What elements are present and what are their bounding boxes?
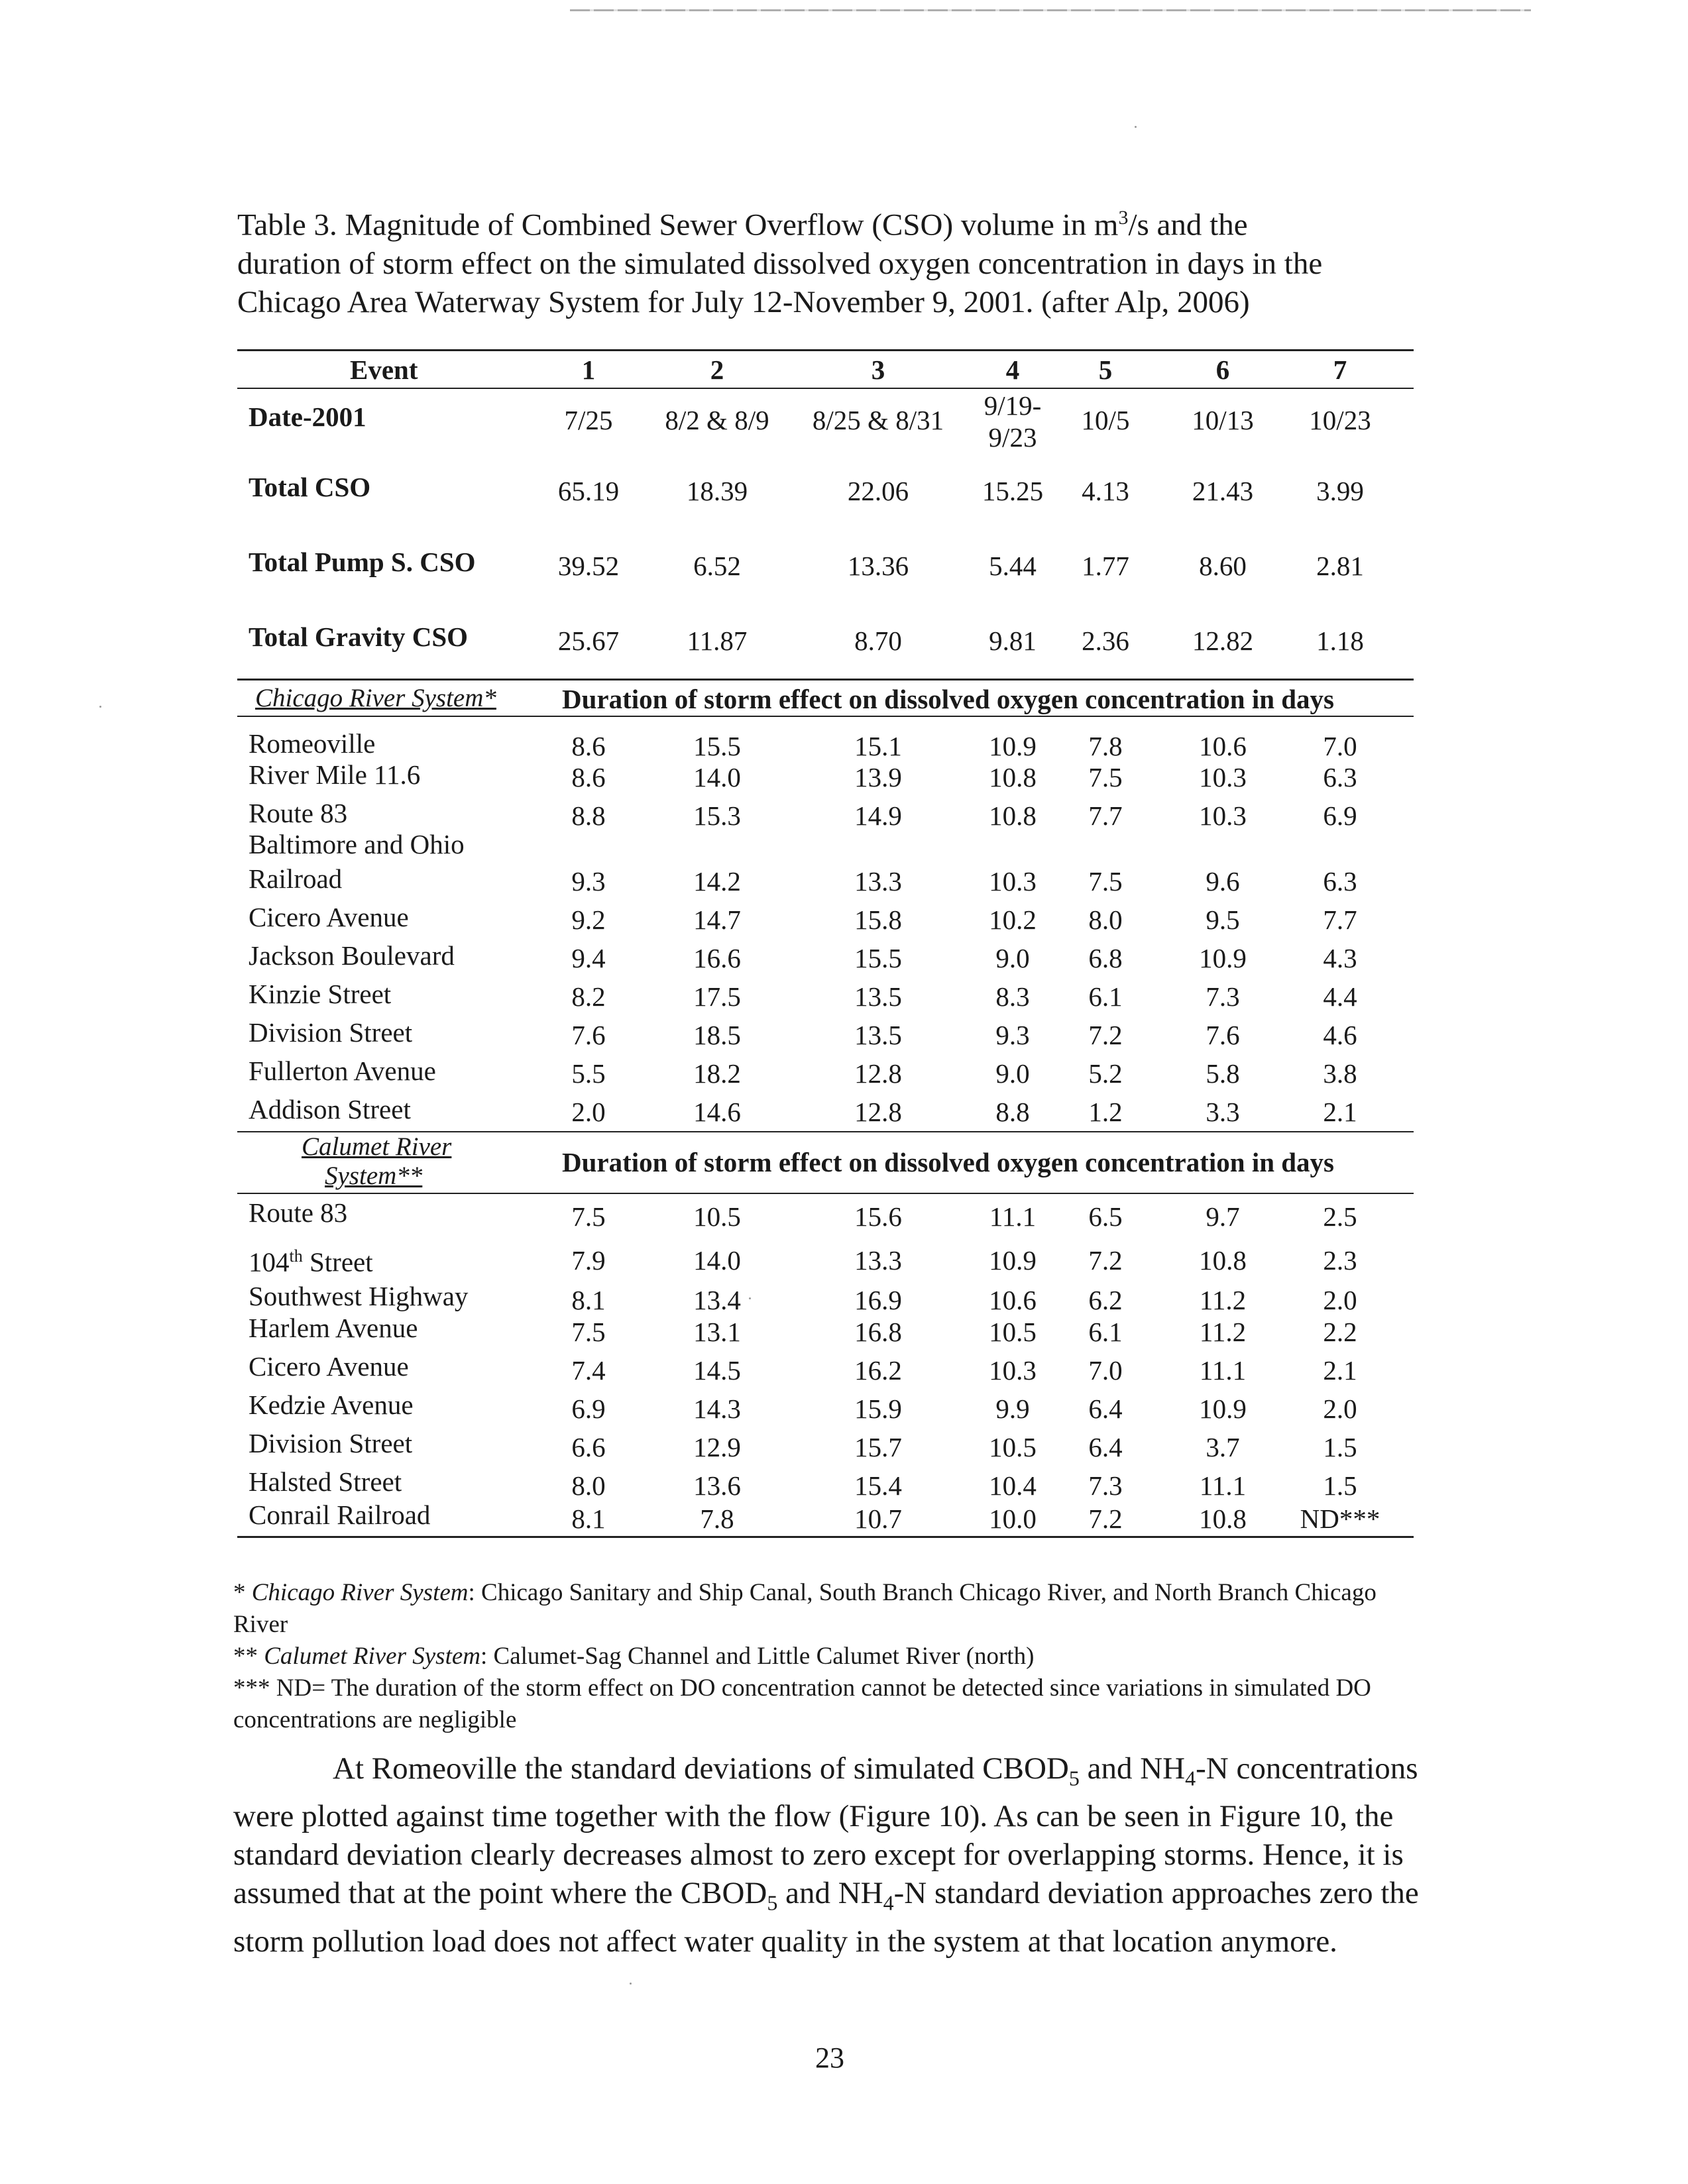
table-cell: 15.5 [693, 731, 741, 761]
row-label [249, 1240, 373, 1278]
text-run: and NH [777, 1876, 883, 1911]
caption-superscript: 3 [1118, 207, 1129, 229]
table-cell: 6.3 [1323, 866, 1357, 897]
row-label: Cicero Avenue [249, 1351, 409, 1382]
table-cell: 11.2 [1199, 1317, 1247, 1347]
table-cell: 15.9 [854, 1393, 902, 1424]
table-cell: 2.36 [1082, 626, 1129, 656]
footnote-chicago-text: : Chicago Sanitary and Ship Canal, South Branch Chicago River, and North Branch Chicago River [233, 1579, 1377, 1638]
date-cell: 8/2 & 8/9 [665, 405, 769, 435]
footnote-chicago-term: Chicago River System [251, 1579, 469, 1606]
footnote-calumet-term: Calumet River System [264, 1643, 480, 1670]
table-cell: 2.81 [1316, 551, 1364, 581]
table-cell: 10.2 [989, 904, 1037, 935]
table-cell: 10.9 [1199, 943, 1247, 973]
footnote-nd: *** ND= The duration of the storm effect on DO concentration cannot be detected since variations in simulated DO concentrations are negligible [233, 1674, 1371, 1733]
table-cell: 3.8 [1323, 1058, 1357, 1089]
subscript: 5 [1068, 1766, 1080, 1790]
table-cell: 65.19 [557, 476, 620, 506]
table-cell: 10.9 [1199, 1393, 1247, 1424]
table-cell: 7.2 [1088, 1245, 1123, 1276]
table-cell: 11.1 [1199, 1470, 1247, 1501]
table-cell: 9.3 [571, 866, 606, 897]
table-cell: 2.5 [1323, 1201, 1357, 1232]
table-cell: 9.7 [1206, 1201, 1240, 1232]
table-cell: 2.1 [1323, 1097, 1357, 1127]
table-cell: 13.5 [854, 981, 902, 1012]
table-footnotes [233, 1577, 1426, 1736]
table-cell: 8.6 [571, 731, 606, 761]
table-cell: 8.0 [1088, 904, 1123, 935]
scan-speck [99, 706, 101, 708]
table-cell: 2.0 [1323, 1285, 1357, 1315]
table-cell: 14.2 [693, 866, 741, 897]
table-cell: 1.5 [1323, 1432, 1357, 1462]
table-cell: 9.9 [995, 1393, 1030, 1424]
table-cell: 7.3 [1206, 981, 1240, 1012]
row-label: Kinzie Street [249, 979, 392, 1009]
table-cell: 7.5 [1088, 762, 1123, 792]
subscript: 4 [1185, 1766, 1196, 1790]
text-run: and NH [1079, 1751, 1186, 1786]
table-cell: 9.0 [995, 1058, 1030, 1089]
table-cell: 9.3 [995, 1020, 1030, 1050]
table-cell: 6.8 [1088, 943, 1123, 973]
table-rule [237, 679, 1414, 681]
table-cell: 10.8 [1199, 1245, 1247, 1276]
table-cell: 21.43 [1192, 476, 1254, 506]
table-rule [237, 388, 1414, 389]
table-cell: 9.2 [571, 904, 606, 935]
table-cell: 15.7 [854, 1432, 902, 1462]
table-cell: 8.3 [995, 981, 1030, 1012]
table-cell: 10.3 [989, 1355, 1037, 1386]
table-cell: 11.1 [1199, 1355, 1247, 1386]
table-cell: 4.3 [1323, 943, 1357, 973]
table-cell: 7.5 [1088, 866, 1123, 897]
table-cell: 7.8 [700, 1503, 734, 1534]
table-cell: 10.5 [989, 1317, 1037, 1347]
table-cell: 8.1 [571, 1285, 606, 1315]
table-cell: 6.9 [571, 1393, 606, 1424]
row-label: Harlem Avenue [249, 1313, 418, 1343]
table-cell: 17.5 [693, 981, 741, 1012]
table-cell: 2.1 [1323, 1355, 1357, 1386]
table-cell: 16.9 [854, 1285, 902, 1315]
table-cell: 13.6 [693, 1470, 741, 1501]
table-cell: 8.2 [571, 981, 606, 1012]
row-label: Halsted Street [249, 1466, 402, 1497]
table-cell: 7.7 [1088, 800, 1123, 831]
section-label-calumet: Calumet River [302, 1132, 452, 1161]
label-text: 104 [249, 1246, 290, 1278]
table-cell: 25.67 [557, 626, 620, 656]
header-event-number: 5 [1098, 355, 1113, 385]
table-cell: 10.9 [989, 731, 1037, 761]
section-heading: Duration of storm effect on dissolved oxygen concentration in days [562, 1147, 1335, 1177]
row-label: Southwest Highway [249, 1281, 469, 1311]
table-cell: 7.5 [571, 1317, 606, 1347]
scan-speck [630, 1983, 632, 1985]
header-event-number: 2 [710, 355, 724, 385]
table-cell: 15.8 [854, 904, 902, 935]
date-cell: 10/23 [1309, 405, 1371, 435]
table-rule [237, 1536, 1414, 1538]
caption-line-1: Table 3. Magnitude of Combined Sewer Overflow (CSO) volume in m [237, 207, 1119, 243]
table-cell: 6.5 [1088, 1201, 1123, 1232]
table-cell: 14.7 [693, 904, 741, 935]
table-cell: 15.5 [854, 943, 902, 973]
table-cell: 1.18 [1316, 626, 1364, 656]
header-event-number: 7 [1333, 355, 1347, 385]
table-cell: 10.3 [1199, 762, 1247, 792]
label-text: Street [302, 1246, 373, 1278]
table-cell: 16.6 [693, 943, 741, 973]
table-cell: 7.6 [571, 1020, 606, 1050]
text-run: At Romeoville the standard deviations of simulated CBOD [333, 1751, 1069, 1786]
table-cell: 13.5 [854, 1020, 902, 1050]
table-cell: 15.4 [854, 1470, 902, 1501]
table-cell: 8.8 [995, 1097, 1030, 1127]
table-cell: 4.4 [1323, 981, 1357, 1012]
row-label-cso: Total CSO [249, 472, 371, 502]
table-cell: 13.3 [854, 866, 902, 897]
table-cell: 1.5 [1323, 1470, 1357, 1501]
page-number: 23 [815, 2042, 844, 2074]
table-cell: 9.4 [571, 943, 606, 973]
table-cell: 10.5 [989, 1432, 1037, 1462]
table-cell: 15.1 [854, 731, 902, 761]
table-cell: 7.2 [1088, 1503, 1123, 1534]
table-cell: 4.13 [1082, 476, 1129, 506]
section-label-calumet-2: System** [325, 1162, 423, 1190]
table-cell: 11.87 [687, 626, 748, 656]
table-cell: 10.9 [989, 1245, 1037, 1276]
table-cell: 3.7 [1206, 1432, 1240, 1462]
table-cell: 10.0 [989, 1503, 1037, 1534]
table-cell: 10.7 [854, 1503, 902, 1534]
row-label: River Mile 11.6 [249, 759, 421, 790]
table-cell: 10.6 [1199, 731, 1247, 761]
table-cell: 14.9 [854, 800, 902, 831]
date-cell: 9/19- [984, 390, 1042, 421]
table-rule [237, 1193, 1414, 1194]
row-label-date: Date-2001 [249, 402, 366, 432]
paragraph [233, 1749, 1420, 1961]
table-cell: 9.5 [1206, 904, 1240, 935]
table-cell: 5.44 [989, 551, 1037, 581]
table-cell: 10.6 [989, 1285, 1037, 1315]
table-cell: 22.06 [847, 476, 909, 506]
table-cell: 10.3 [1199, 800, 1247, 831]
table-rule [237, 716, 1414, 717]
row-label: Addison Street [249, 1094, 411, 1124]
table-cell: 2.0 [571, 1097, 606, 1127]
table-cell: 7.5 [571, 1201, 606, 1232]
table-caption [237, 199, 1417, 321]
table-cell: 2.0 [1323, 1393, 1357, 1424]
table-cell: 12.8 [854, 1097, 902, 1127]
table-cell: 6.52 [693, 551, 741, 581]
table-cell: 10.5 [693, 1201, 741, 1232]
table-cell: 6.4 [1088, 1393, 1123, 1424]
caption-line-2: duration of storm effect on the simulated dissolved oxygen concentration in days in the [237, 246, 1323, 281]
table-cell: 6.4 [1088, 1432, 1123, 1462]
table-cell: 13.9 [854, 762, 902, 792]
table-cell: 15.3 [693, 800, 741, 831]
row-label: Romeoville [249, 728, 376, 759]
row-label-line: Baltimore and Ohio [249, 829, 465, 859]
subscript: 4 [883, 1890, 894, 1915]
table-cell: 9.0 [995, 943, 1030, 973]
table-cell: 7.3 [1088, 1470, 1123, 1501]
table-cell: 8.0 [571, 1470, 606, 1501]
table-cell: 10.8 [989, 762, 1037, 792]
table-cell: 6.1 [1088, 981, 1123, 1012]
table-cell: 3.3 [1206, 1097, 1240, 1127]
table-cell: 14.3 [693, 1393, 741, 1424]
table-cell: 11.2 [1199, 1285, 1247, 1315]
table-cell: 16.2 [854, 1355, 902, 1386]
row-label-cso: Total Gravity CSO [249, 622, 469, 652]
row-label: Jackson Boulevard [249, 940, 455, 971]
table-cell: 14.0 [693, 1245, 741, 1276]
footnote-calumet [233, 1641, 1426, 1672]
table-cell: 14.6 [693, 1097, 741, 1127]
table-cell: 12.8 [854, 1058, 902, 1089]
date-cell: 8/25 & 8/31 [812, 405, 944, 435]
table-cell: 18.2 [693, 1058, 741, 1089]
table-cell: 7.6 [1206, 1020, 1240, 1050]
table-cell: 8.60 [1199, 551, 1247, 581]
caption-line-3: Chicago Area Waterway System for July 12-November 9, 2001. (after Alp, 2006) [237, 284, 1250, 319]
row-label: Division Street [249, 1017, 413, 1048]
header-event-number: 3 [871, 355, 885, 385]
table-cell: 8.70 [854, 626, 902, 656]
caption-line-1-end: /s and the [1128, 207, 1248, 243]
row-label: Kedzie Avenue [249, 1390, 414, 1420]
table-cell: 7.8 [1088, 731, 1123, 761]
table-cell: 4.6 [1323, 1020, 1357, 1050]
footnote-marker: * [233, 1579, 252, 1606]
scan-speck [1135, 126, 1137, 128]
table-cell: 6.1 [1088, 1317, 1123, 1347]
table-cell: 5.2 [1088, 1058, 1123, 1089]
text-run: -N standard deviation approaches zero the storm pollution load does not affect water quality in the system at that location anymore. [233, 1876, 1419, 1959]
table-cell: 10.4 [989, 1470, 1037, 1501]
section-label-chicago: Chicago River System* [255, 684, 496, 712]
subscript: 5 [767, 1890, 778, 1915]
scan-edge-line [570, 9, 1531, 11]
table-cell: 6.3 [1323, 762, 1357, 792]
table-rule [237, 349, 1414, 351]
table-cell: 7.7 [1323, 904, 1357, 935]
text-run: -N concentrations were plotted against time together with the flow (Figure 10). As can be seen in Figure 10, the standard deviation clearly decreases almost to zero except for overlapping storms. Hence, it is assumed that at the point where the CBOD [233, 1751, 1418, 1911]
table-cell: 14.0 [693, 762, 741, 792]
table-cell: 1.77 [1082, 551, 1129, 581]
table-cell: 14.5 [693, 1355, 741, 1386]
row-label-cso: Total Pump S. CSO [249, 547, 476, 577]
table-cell: 9.6 [1206, 866, 1240, 897]
table-cell: 18.5 [693, 1020, 741, 1050]
table-cell: 8.8 [571, 800, 606, 831]
table-cell: ND*** [1300, 1503, 1380, 1534]
row-label: Conrail Railroad [249, 1500, 431, 1530]
table-cell: 2.3 [1323, 1245, 1357, 1276]
table-cell: 7.0 [1088, 1355, 1123, 1386]
date-cell: 10/13 [1192, 405, 1254, 435]
footnote-calumet-text: : Calumet-Sag Channel and Little Calumet River (north) [480, 1643, 1035, 1670]
header-event-number: 1 [581, 355, 596, 385]
row-label: Cicero Avenue [249, 902, 409, 932]
header-event-number: 4 [1005, 355, 1020, 385]
table-cell: 8.6 [571, 762, 606, 792]
header-event-label: Event [350, 355, 418, 385]
table-cell: 7.0 [1323, 731, 1357, 761]
row-label: Route 83 [249, 798, 348, 828]
table-cell: 11.1 [989, 1201, 1037, 1232]
date-cell: 7/25 [564, 405, 613, 435]
row-label: Route 83 [249, 1197, 348, 1228]
table-cell: 18.39 [686, 476, 748, 506]
date-cell: 10/5 [1081, 405, 1130, 435]
table-cell: 5.5 [571, 1058, 606, 1089]
table-cell: 7.4 [571, 1355, 606, 1386]
label-superscript: th [289, 1246, 303, 1266]
date-cell-line2: 9/23 [988, 422, 1037, 453]
footnote-marker: ** [233, 1643, 264, 1670]
footnote-chicago [233, 1577, 1426, 1641]
table-cell: 10.3 [989, 866, 1037, 897]
body-paragraph [233, 1749, 1420, 1961]
table-cell: 10.8 [1199, 1503, 1247, 1534]
table-cell: 1.2 [1088, 1097, 1123, 1127]
table-cell: 16.8 [854, 1317, 902, 1347]
table-cell: 13.36 [847, 551, 909, 581]
table-cell: 8.1 [571, 1503, 606, 1534]
table-cell: 7.9 [571, 1245, 606, 1276]
table-cell: 3.99 [1316, 476, 1364, 506]
table-cell: 12.82 [1192, 626, 1254, 656]
table-cell: 15.6 [854, 1201, 902, 1232]
table-cell: 13.1 [693, 1317, 741, 1347]
table-cell: 7.2 [1088, 1020, 1123, 1050]
table-cell: 6.6 [571, 1432, 606, 1462]
table-cell: 6.2 [1088, 1285, 1123, 1315]
header-event-number: 6 [1215, 355, 1230, 385]
table-cell: 39.52 [557, 551, 620, 581]
row-label: Division Street [249, 1428, 413, 1458]
table-cell: 5.8 [1206, 1058, 1240, 1089]
table-cell: 15.25 [982, 476, 1044, 506]
row-label: Fullerton Avenue [249, 1056, 436, 1086]
table-cell: 10.8 [989, 800, 1037, 831]
row-label: Railroad [249, 863, 343, 894]
table-cell: 12.9 [693, 1432, 741, 1462]
section-heading: Duration of storm effect on dissolved oxygen concentration in days [562, 684, 1335, 714]
table-cell: 2.2 [1323, 1317, 1357, 1347]
table-cell: 6.9 [1323, 800, 1357, 831]
table-cell: 13.4 [693, 1285, 741, 1315]
table-cell: 13.3 [854, 1245, 902, 1276]
table-cell: 9.81 [989, 626, 1037, 656]
